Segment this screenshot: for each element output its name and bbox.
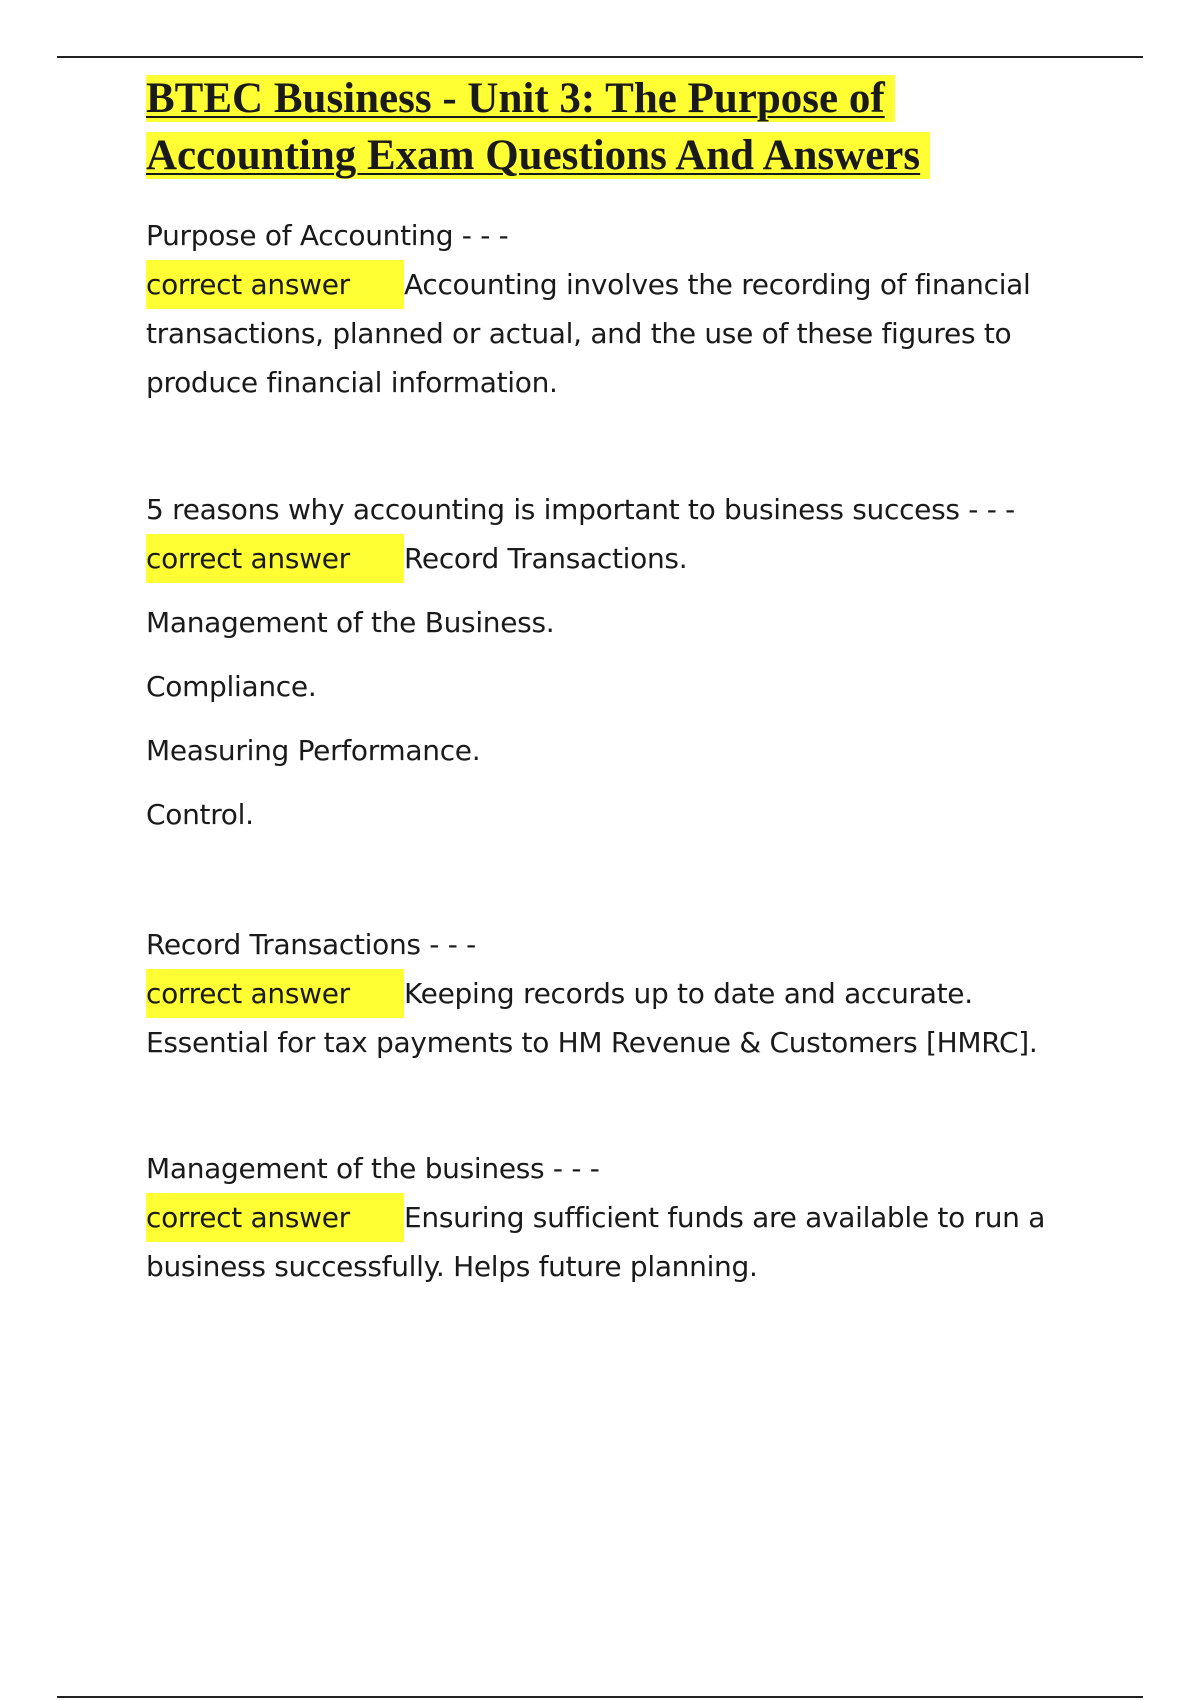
answer-text: Ensuring sufficient funds are available to run a business successfully. Helps future planning. bbox=[146, 1201, 1046, 1283]
question-text: Purpose of Accounting - - - bbox=[146, 219, 509, 252]
bottom-rule bbox=[57, 1696, 1143, 1698]
document-title bbox=[146, 70, 1096, 184]
reason-item: Compliance. bbox=[146, 670, 317, 703]
qa-item bbox=[146, 211, 1096, 407]
answer-tag: correct answer bbox=[146, 534, 404, 583]
question-text: Record Transactions - - - bbox=[146, 928, 476, 961]
reason-item: Control. bbox=[146, 798, 254, 831]
answer-tag: correct answer bbox=[146, 969, 404, 1018]
top-rule bbox=[57, 56, 1143, 58]
document-body bbox=[146, 70, 1096, 1283]
question-text: 5 reasons why accounting is important to business success - - - bbox=[146, 493, 1015, 526]
answer-text: Accounting involves the recording of financial transactions, planned or actual, and the use of these figures to produce financial information. bbox=[146, 268, 1031, 399]
qa-item bbox=[146, 485, 1096, 583]
answer-text: Record Transactions. bbox=[404, 542, 688, 575]
answer-tag: correct answer bbox=[146, 260, 404, 309]
qa-item bbox=[146, 1144, 1096, 1291]
title-line-2: Accounting Exam Questions And Answers bbox=[146, 132, 930, 179]
reason-item: Measuring Performance. bbox=[146, 734, 481, 767]
reason-item: Management of the Business. bbox=[146, 606, 555, 639]
title-line-1: BTEC Business - Unit 3: The Purpose of bbox=[146, 75, 895, 122]
answer-tag: correct answer bbox=[146, 1193, 404, 1242]
answer-text: Keeping records up to date and accurate. Essential for tax payments to HM Revenue & Customers [HMRC]. bbox=[146, 977, 1038, 1059]
question-text: Management of the business - - - bbox=[146, 1152, 600, 1185]
qa-item bbox=[146, 920, 1096, 1067]
